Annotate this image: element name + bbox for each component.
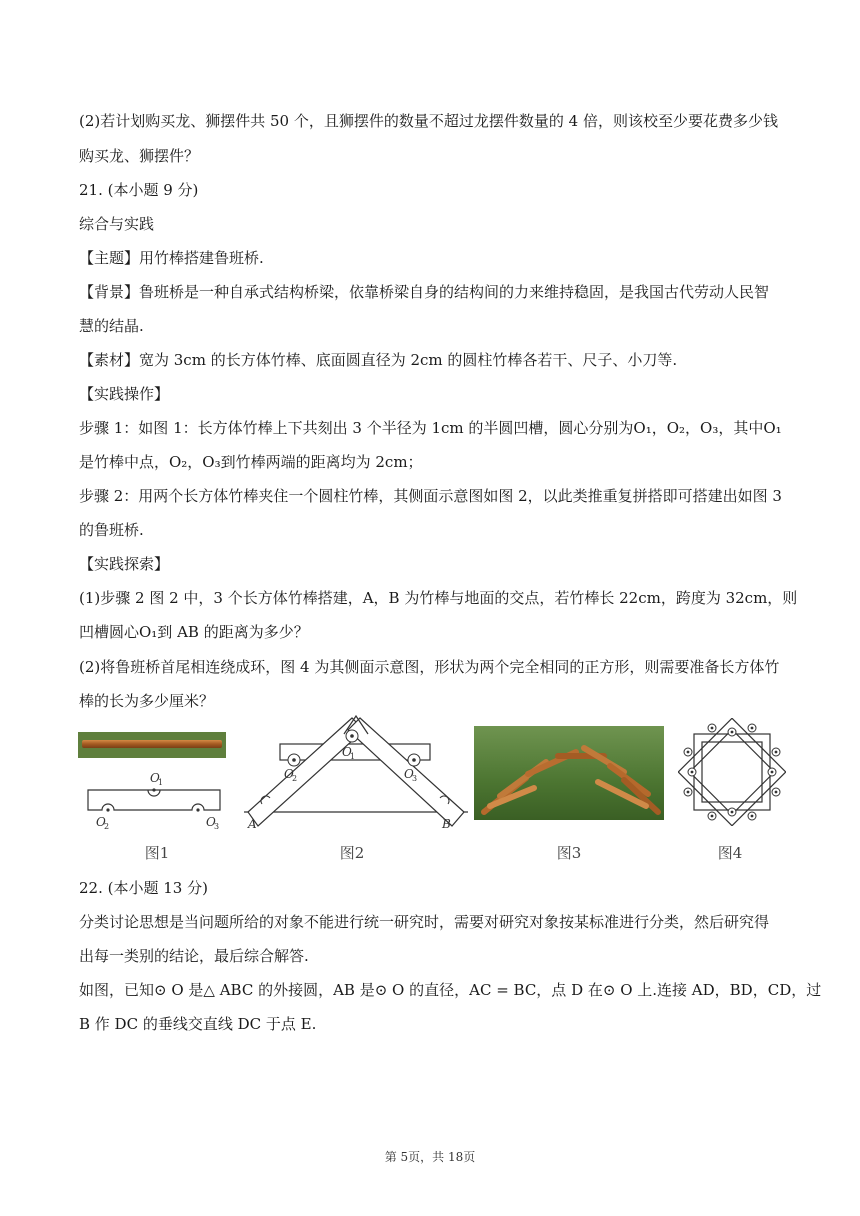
- part1-line2: 凹槽圆心O₁到 AB 的距离为多少？: [79, 623, 309, 641]
- svg-text:1: 1: [350, 752, 356, 761]
- fig2-label-a: A: [248, 817, 257, 831]
- fig1-label-o1: O: [150, 771, 160, 785]
- materials-line: 【素材】宽为 3cm 的长方体竹棒、底面圆直径为 2cm 的圆柱竹棒各若干、尺子、小刀等.: [79, 351, 678, 369]
- figure-2: [240, 712, 470, 832]
- question-22-line3: 如图，已知⊙ O 是△ ABC 的外接圆，AB 是⊙ O 的直径，AC = BC，点 D 在⊙ O 上.连接 AD，BD，CD，过: [79, 981, 822, 999]
- theme-line: 【主题】用竹棒搭建鲁班桥.: [79, 249, 264, 267]
- question-22-line4: B 作 DC 的垂线交直线 DC 于点 E.: [79, 1015, 317, 1033]
- part2-line1: (2)将鲁班桥首尾相连绕成环，图 4 为其侧面示意图，形状为两个完全相同的正方形，则需要准备长方体竹: [79, 658, 780, 676]
- step2-line2: 的鲁班桥.: [79, 521, 144, 539]
- question-21-heading: 21. (本小题 9 分): [79, 181, 199, 199]
- figure-3-photo: [474, 726, 664, 820]
- fig2-label-o2: O: [284, 767, 294, 781]
- fig1-label-o2: O: [96, 815, 106, 829]
- fig2-label-o3: O: [404, 767, 414, 781]
- fig3-caption: 图3: [556, 844, 582, 862]
- page-footer: 第 5页，共 18页: [384, 1150, 476, 1164]
- part1-line1: (1)步骤 2 图 2 中，3 个长方体竹棒搭建，A，B 为竹棒与地面的交点，若竹棒长 22cm，跨度为 32cm，则: [79, 589, 798, 607]
- svg-text:2: 2: [292, 774, 298, 783]
- svg-text:2: 2: [104, 822, 110, 830]
- question-20-part2-line1: (2)若计划购买龙、狮摆件共 50 个，且狮摆件的数量不超过龙摆件数量的 4 倍，则该校至少要花费多少钱: [79, 112, 778, 130]
- figure-1: [78, 730, 228, 830]
- step2-line1: 步骤 2：用两个长方体竹棒夹住一个圆柱竹棒，其侧面示意图如图 2，以此类推重复拼搭即可搭建出如图 3: [79, 487, 782, 505]
- svg-text:1: 1: [158, 778, 164, 787]
- question-22-line2: 出每一类别的结论，最后综合解答.: [79, 947, 309, 965]
- fig1-photo-stick: [82, 740, 222, 748]
- fig4-caption: 图4: [717, 844, 743, 862]
- step1-line2: 是竹棒中点，O₂，O₃到竹棒两端的距离均为 2cm；: [79, 453, 423, 471]
- fig2-label-b: B: [442, 817, 451, 831]
- svg-text:3: 3: [412, 774, 418, 783]
- practice-operation-heading: 【实践操作】: [79, 385, 170, 403]
- fig2-caption: 图2: [339, 844, 365, 862]
- question-20-part2-line2: 购买龙、狮摆件？: [79, 147, 200, 165]
- figure-4: [678, 718, 786, 826]
- part2-line2: 棒的长为多少厘米？: [79, 692, 215, 710]
- fig2-label-o1: O: [342, 745, 352, 759]
- question-22-line1: 分类讨论思想是当问题所给的对象不能进行统一研究时，需要对研究对象按某标准进行分类，然后研究得: [79, 913, 770, 931]
- question-22-heading: 22. (本小题 13 分): [79, 879, 208, 897]
- practice-exploration-heading: 【实践探索】: [79, 555, 170, 573]
- background-line2: 慧的结晶.: [79, 317, 144, 335]
- fig1-label-o3: O: [206, 815, 216, 829]
- fig1-caption: 图1: [144, 844, 170, 862]
- background-line1: 【背景】鲁班桥是一种自承式结构桥梁，依靠桥梁自身的结构间的力来维持稳固，是我国古代劳动人民智: [79, 283, 770, 301]
- step1-line1: 步骤 1：如图 1：长方体竹棒上下共刻出 3 个半径为 1cm 的半圆凹槽，圆心分别为O₁，O₂，O₃，其中O₁: [79, 419, 782, 437]
- section-title: 综合与实践: [79, 215, 155, 233]
- svg-text:3: 3: [214, 822, 220, 830]
